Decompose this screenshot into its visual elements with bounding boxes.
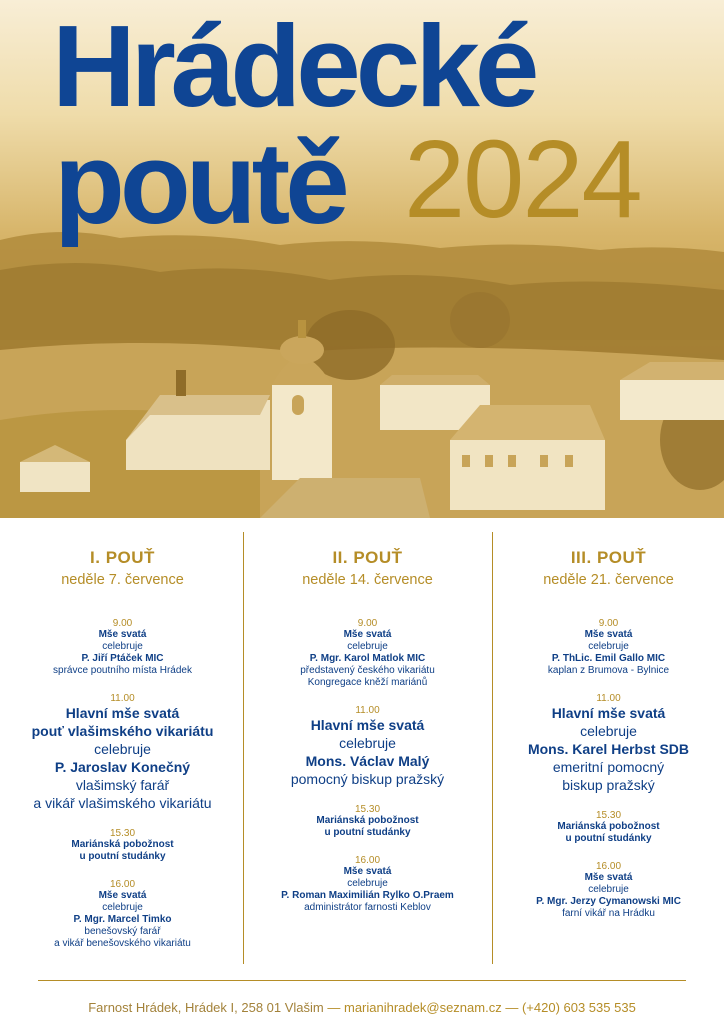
event-time: 16.00 — [109, 879, 136, 890]
pilgrimage-column-1 — [0, 548, 245, 950]
email-link[interactable]: marianihradek@seznam.cz — [344, 1000, 502, 1015]
celebrant-role: emeritní pomocný — [552, 759, 665, 775]
event-name: Mše svatá — [584, 629, 633, 640]
celebrant-role: benešovský farář — [84, 926, 161, 937]
title-year: 2024 — [404, 118, 641, 241]
celebrant-role: farní vikář na Hrádku — [562, 908, 655, 919]
pilgrimage-date: neděle 14. července — [302, 572, 433, 588]
celebrant-role: vlašimský farář — [75, 777, 170, 793]
celebrant-role: představený českého vikariátu — [300, 665, 435, 676]
separator: — — [505, 1000, 519, 1015]
event-line: celebruje — [102, 902, 143, 913]
event-time: 9.00 — [112, 618, 133, 629]
event-name: Mariánská pobožnost — [557, 821, 660, 832]
celebrant-name: P. Jaroslav Konečný — [54, 759, 191, 775]
celebrant-role: a vikář benešovského vikariátu — [54, 938, 191, 949]
pilgrimage-date: neděle 7. července — [61, 572, 184, 588]
event-line: celebruje — [339, 735, 396, 751]
event-name: Mše svatá — [584, 872, 633, 883]
event-line: celebruje — [94, 741, 151, 757]
separator: — — [327, 1000, 341, 1015]
celebrant-name: Mons. Václav Malý — [305, 753, 430, 769]
event-time: 15.30 — [354, 804, 381, 815]
pilgrimage-title: II. POUŤ — [332, 548, 403, 567]
event-name: Mše svatá — [98, 890, 147, 901]
event-time: 9.00 — [598, 618, 619, 629]
event-name: Mše svatá — [343, 629, 392, 640]
event-line: celebruje — [588, 641, 629, 652]
celebrant-role: administrátor farnosti Keblov — [304, 902, 431, 913]
celebrant-name: P. Mgr. Jerzy Cymanowski MIC — [536, 896, 681, 907]
event-time: 15.30 — [595, 810, 622, 821]
event-name: Hlavní mše svatá — [551, 705, 666, 721]
event-line: celebruje — [102, 641, 143, 652]
event-name: Mše svatá — [98, 629, 147, 640]
celebrant-role: biskup pražský — [562, 777, 655, 793]
phone-number[interactable]: (+420) 603 535 535 — [521, 1000, 636, 1015]
event-name: Hlavní mše svatá — [310, 717, 425, 733]
event-time: 11.00 — [355, 705, 380, 716]
celebrant-name: P. Jiří Ptáček MIC — [81, 653, 164, 664]
celebrant-name: Mons. Karel Herbst SDB — [527, 741, 690, 757]
pilgrimage-column-2 — [245, 548, 490, 914]
celebrant-role: a vikář vlašimského vikariátu — [33, 795, 212, 811]
pilgrimage-title: I. POUŤ — [90, 548, 155, 567]
celebrant-name: P. Roman Maximilián Rylko O.Praem — [281, 890, 454, 901]
celebrant-role: Kongregace kněží mariánů — [307, 677, 428, 688]
event-name: Mariánská pobožnost — [316, 815, 419, 826]
title-line-1: Hrádecké — [52, 1, 535, 131]
event-time: 16.00 — [354, 855, 381, 866]
footer-divider — [38, 980, 686, 981]
parish-address: Farnost Hrádek, Hrádek I, 258 01 Vlašim — [88, 1000, 324, 1015]
event-time: 16.00 — [595, 861, 622, 872]
footer-contact — [0, 1000, 724, 1015]
event-name: Hlavní mše svatá — [65, 705, 180, 721]
event-name: Mariánská pobožnost — [71, 839, 174, 850]
celebrant-name: P. Mgr. Karol Matlok MIC — [309, 653, 426, 664]
celebrant-role: správce poutního místa Hrádek — [53, 665, 192, 676]
celebrant-role: kaplan z Brumova - Bylnice — [547, 665, 670, 676]
event-location: u poutní studánky — [324, 827, 411, 838]
celebrant-name: P. ThLic. Emil Gallo MIC — [551, 653, 666, 664]
event-name: Mše svatá — [343, 866, 392, 877]
title-line-2: poutě — [54, 118, 345, 248]
celebrant-name: P. Mgr. Marcel Timko — [73, 914, 172, 925]
event-line: celebruje — [347, 878, 388, 889]
celebrant-role: pomocný biskup pražský — [290, 771, 445, 787]
event-time: 15.30 — [109, 828, 136, 839]
event-line: celebruje — [580, 723, 637, 739]
pilgrimage-date: neděle 21. července — [543, 572, 674, 588]
pilgrimage-column-3 — [493, 548, 724, 920]
pilgrimage-title: III. POUŤ — [570, 548, 647, 567]
event-line: celebruje — [588, 884, 629, 895]
event-time: 11.00 — [110, 693, 135, 704]
event-time: 9.00 — [357, 618, 378, 629]
event-location: u poutní studánky — [79, 851, 166, 862]
event-location: u poutní studánky — [565, 833, 652, 844]
event-time: 11.00 — [596, 693, 621, 704]
event-subtitle: pouť vlašimského vikariátu — [31, 723, 214, 739]
event-line: celebruje — [347, 641, 388, 652]
